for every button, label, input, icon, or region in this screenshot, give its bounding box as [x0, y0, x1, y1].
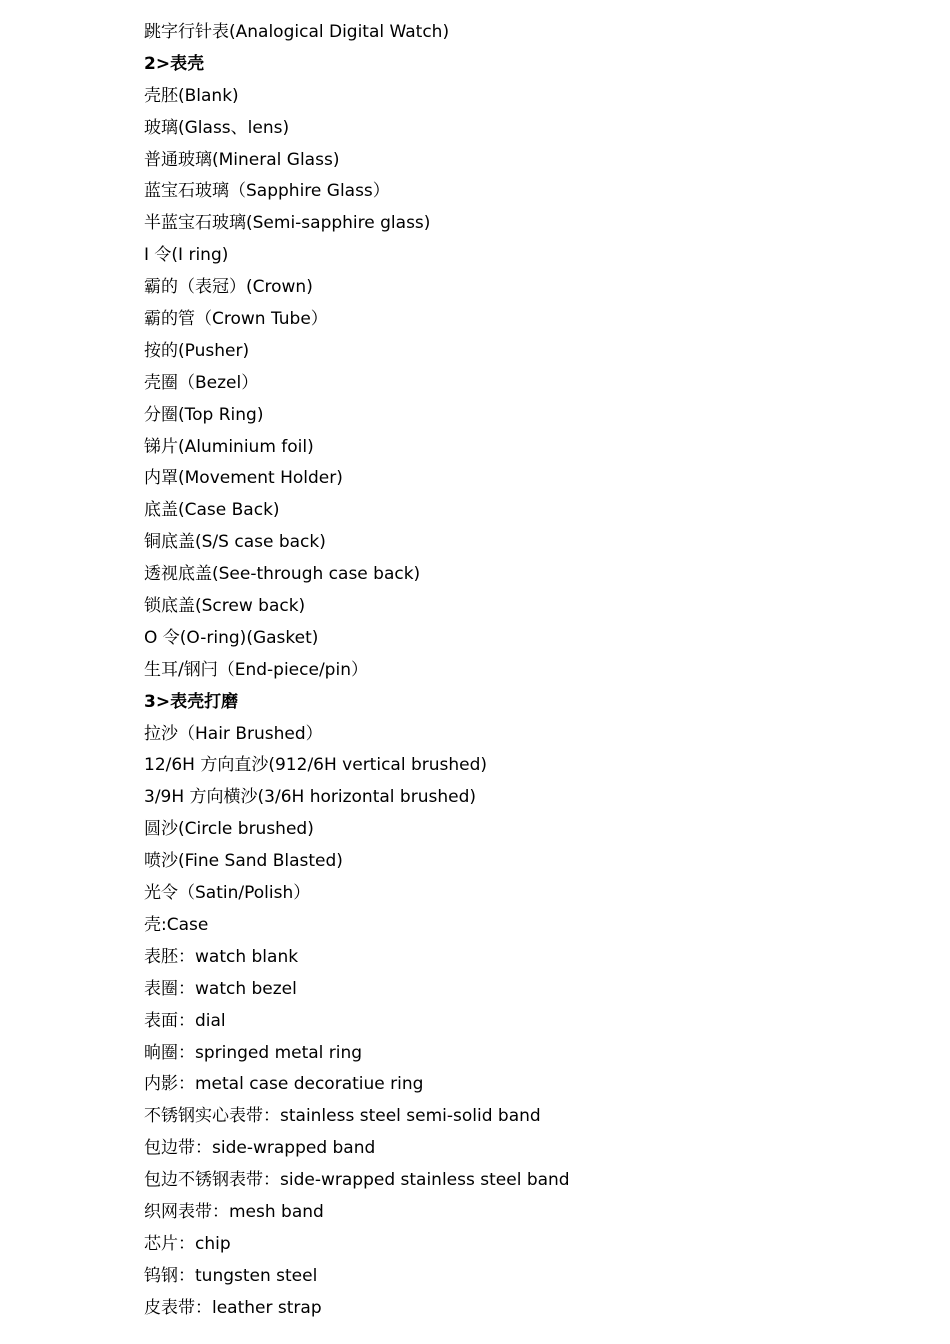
glossary-line: 普通玻璃(Mineral Glass): [144, 149, 340, 170]
glossary-line: 生耳/钢闩（End-piece/pin）: [144, 659, 368, 680]
glossary-line: 内影：metal case decoratiue ring: [144, 1074, 424, 1095]
glossary-line: 壳圈（Bezel）: [144, 372, 259, 393]
glossary-line: 内罩(Movement Holder): [144, 468, 343, 489]
glossary-line: 底盖(Case Back): [144, 500, 280, 521]
glossary-line: 包边带：side-wrapped band: [144, 1138, 376, 1159]
glossary-line: 半蓝宝石玻璃(Semi-sapphire glass): [144, 213, 431, 234]
glossary-line: 表圈：watch bezel: [144, 978, 297, 999]
glossary-line: 分圈(Top Ring): [144, 404, 264, 425]
glossary-line: 钨钢：tungsten steel: [144, 1265, 318, 1286]
glossary-line: 铜底盖(S/S case back): [144, 532, 326, 553]
glossary-line: 圆沙(Circle brushed): [144, 819, 314, 840]
glossary-line: 霸的（表冠）(Crown): [144, 277, 313, 298]
glossary-line: 表面：dial: [144, 1010, 226, 1031]
glossary-line: 不锈钢实心表带：stainless steel semi-solid band: [144, 1106, 541, 1127]
glossary-line: 锑片(Aluminium foil): [144, 436, 314, 457]
glossary-line: 玻璃(Glass、lens): [144, 117, 290, 138]
glossary-line: O 令(O-ring)(Gasket): [144, 627, 319, 648]
glossary-line: 按的(Pusher): [144, 340, 250, 361]
section-heading: 2>表壳: [144, 53, 205, 74]
glossary-line: 霸的管（Crown Tube）: [144, 309, 328, 330]
glossary-line: 壳:Case: [144, 914, 209, 935]
glossary-line: 光令（Satin/Polish）: [144, 883, 311, 904]
glossary-line: 包边不锈钢表带：side-wrapped stainless steel band: [144, 1170, 570, 1191]
glossary-line: 皮表带：leather strap: [144, 1297, 322, 1318]
glossary-line: 3/9H 方向横沙(3/6H horizontal brushed): [144, 787, 476, 808]
glossary-line: 12/6H 方向直沙(912/6H vertical brushed): [144, 755, 488, 776]
glossary-line: 喷沙(Fine Sand Blasted): [144, 851, 343, 872]
glossary-line: 织网表带：mesh band: [144, 1201, 324, 1222]
glossary-line: 表胚：watch blank: [144, 946, 299, 967]
glossary-line: 锁底盖(Screw back): [144, 596, 306, 617]
glossary-line: 壳胚(Blank): [144, 85, 239, 106]
glossary-line: 透视底盖(See-through case back): [144, 564, 421, 585]
glossary-line: I 令(I ring): [144, 245, 229, 266]
glossary-line: 蓝宝石玻璃（Sapphire Glass）: [144, 181, 390, 202]
section-heading: 3>表壳打磨: [144, 691, 239, 712]
glossary-text-body: [144, 17, 904, 1325]
glossary-line: 跳字行针表(Analogical Digital Watch): [144, 22, 450, 42]
glossary-line: 芯片：chip: [144, 1233, 231, 1254]
glossary-line: 晌圈：springed metal ring: [144, 1042, 363, 1063]
glossary-line: 拉沙（Hair Brushed）: [144, 723, 323, 744]
